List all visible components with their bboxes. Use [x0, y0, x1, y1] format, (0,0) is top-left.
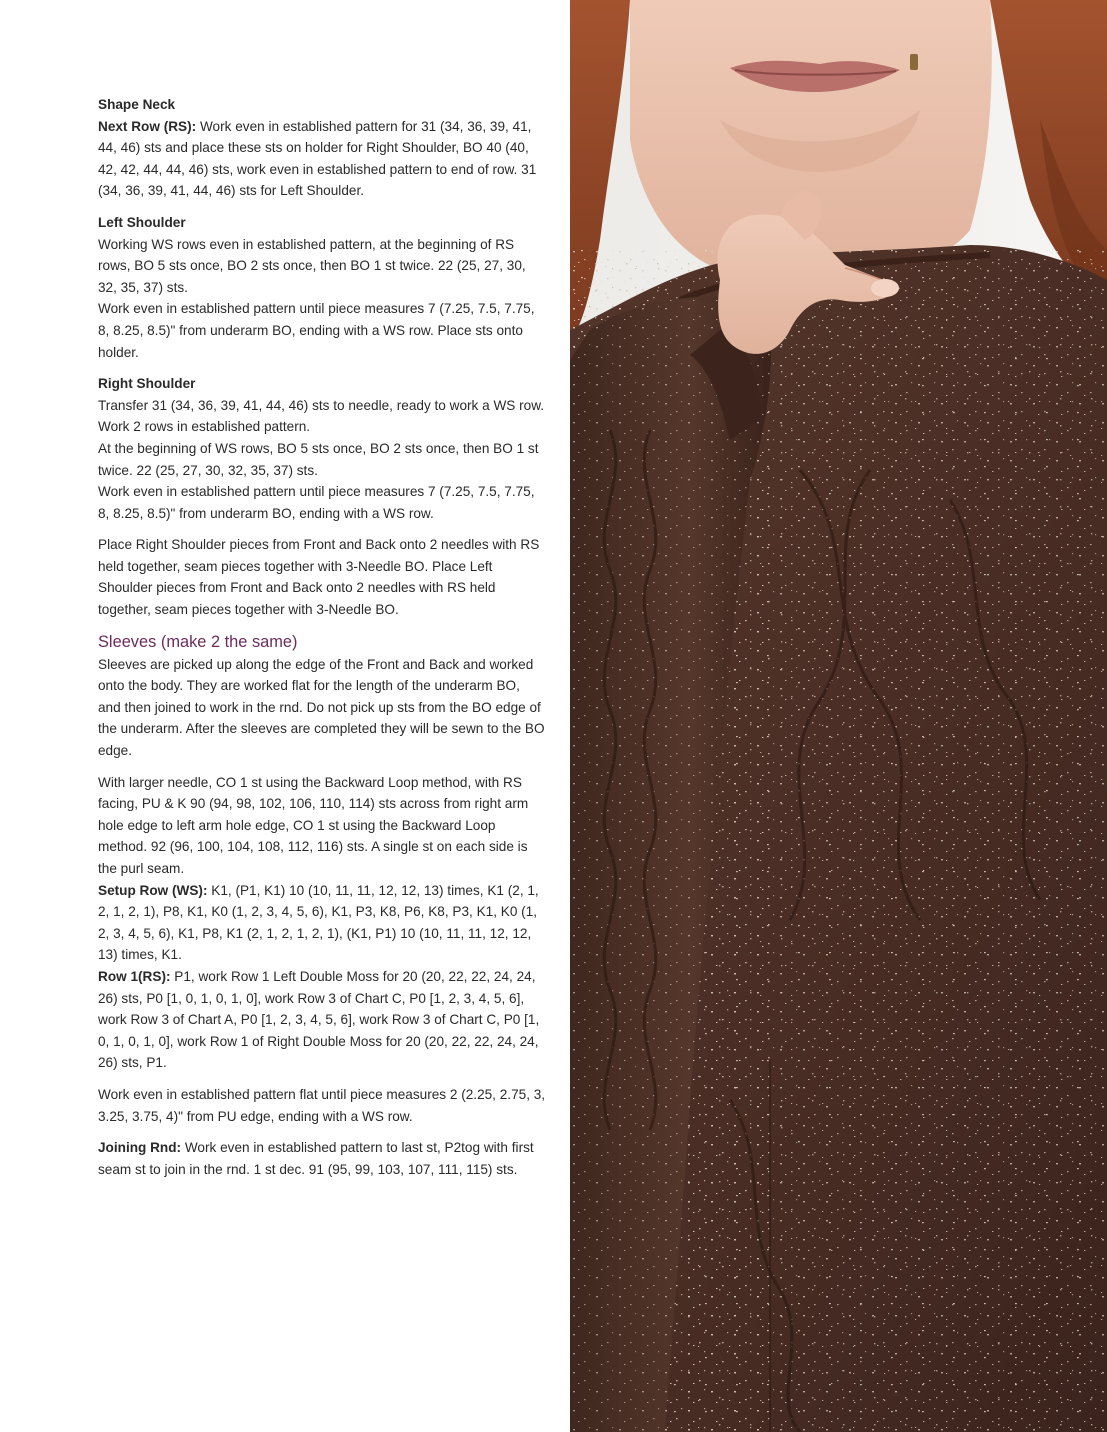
right-shoulder-p1: Transfer 31 (34, 36, 39, 41, 44, 46) sts to needle, ready to work a WS row.: [98, 397, 545, 413]
row-1: [98, 966, 546, 1074]
sleeves-intro: Sleeves are picked up along the edge of the Front and Back and worked onto the body. They are worked flat for the length of the underarm BO, and then joined to work in the rnd. Do not pick up sts from the BO edge of the underarm. After the sleeves are completed they will be sewn to the BO edge.: [98, 656, 545, 759]
sleeves-section: [98, 631, 546, 1181]
right-shoulder-p3: At the beginning of WS rows, BO 5 sts once, BO 2 sts once, then BO 1 st twice. 22 (25, 27, 30, 32, 35, 37) sts.: [98, 440, 539, 478]
sleeves-flat-text: Work even in established pattern flat until piece measures 2 (2.25, 2.75, 3, 3.25, 3.75, 4)" from PU edge, ending with a WS row.: [98, 1086, 546, 1124]
sleeves-heading: Sleeves (make 2 the same): [98, 632, 298, 651]
joining-rnd-label: Joining Rnd:: [98, 1140, 182, 1156]
right-shoulder-p2: Work 2 rows in established pattern.: [98, 419, 311, 435]
left-shoulder-section: [98, 212, 546, 363]
shape-neck-heading: Shape Neck: [98, 97, 176, 112]
left-shoulder-heading: Left Shoulder: [98, 214, 186, 230]
joining-rnd: [98, 1137, 546, 1180]
left-shoulder-p2: Work even in established pattern until piece measures 7 (7.25, 7.5, 7.75, 8, 8.25, 8.5)" from underarm BO, ending with a WS row. Place sts onto holder.: [98, 301, 535, 360]
right-shoulder-heading: Right Shoulder: [98, 376, 196, 392]
sleeves-co-text: With larger needle, CO 1 st using the Backward Loop method, with RS facing, PU & K 90 (94, 98, 102, 106, 110, 114) sts across from right arm hole edge to left arm hole edge, CO 1 st using the Backward Loop method. 92 (96, 100, 104, 108, 112, 116) sts. A single st on each side is the purl seam.: [98, 774, 529, 876]
right-shoulder-p4: Work even in established pattern until piece measures 7 (7.25, 7.5, 7.75, 8, 8.25, 8.5)" from underarm BO, ending with a WS row.: [98, 484, 535, 521]
setup-row-label: Setup Row (WS):: [98, 882, 208, 898]
shape-neck-next-row: [98, 116, 546, 202]
shape-neck-section: [98, 94, 546, 202]
next-row-label: Next Row (RS):: [98, 118, 197, 134]
left-shoulder-p1: Working WS rows even in established pattern, at the beginning of RS rows, BO 5 sts once, BO 2 sts once, then BO 1 st twice. 22 (25, 27, 30, 32, 35, 37) sts.: [98, 236, 526, 295]
row-1-label: Row 1(RS):: [98, 968, 171, 984]
pattern-text-column: [98, 94, 546, 1190]
right-shoulder-section: [98, 373, 546, 524]
setup-row: [98, 880, 546, 966]
next-row-text: Work even in established pattern for 31 (34, 36, 39, 41, 44, 46) sts and place these sts on holder for Right Shoulder, BO 40 (40, 42, 42, 44, 44, 46) sts, work even in established pattern to end of row. 31 (34, 36, 39, 41, 44, 46) sts for Left Shoulder.: [98, 118, 537, 199]
joining-rnd-text: Work even in established pattern to last st, P2tog with first seam st to join in the rnd. 1 st dec. 91 (95, 99, 103, 107, 111, 115) sts.: [98, 1140, 534, 1177]
row-1-text: P1, work Row 1 Left Double Moss for 20 (20, 22, 22, 24, 24, 26) sts, P0 [1, 0, 1, 0, 1, 0], work Row 3 of Chart C, P0 [1, 2, 3, 4, 5, 6], work Row 3 of Chart A, P0 [1, 2, 3, 4, 5, 6], work Row 3 of Chart C, P0 [1, 0, 1, 0, 1, 0], work Row 1 of Right Double Moss for 20 (20, 22, 22, 24, 24, 26) sts, P1.: [98, 968, 540, 1071]
model-photo-illustration: [570, 0, 1107, 1432]
sleeves-co-block: [98, 772, 546, 1074]
model-photo: [570, 0, 1107, 1432]
setup-row-text: K1, (P1, K1) 10 (10, 11, 11, 12, 12, 13) times, K1 (2, 1, 2, 1, 2, 1), P8, K1, K0 (1, 2, 3, 4, 5, 6), K1, P3, K8, P6, K8, P3, K1, K0 (1, 2, 3, 4, 5, 6), K1, P8, K1 (2, 1, 2, 1, 2, 1), (K1, P1) 10 (10, 11, 11, 12, 12, 13) times, K1.: [98, 882, 539, 963]
seam-paragraph: Place Right Shoulder pieces from Front and Back onto 2 needles with RS held together, seam pieces together with 3-Needle BO. Place Left Shoulder pieces from Front and Back onto 2 needles with RS held together, seam pieces together with 3-Needle BO.: [98, 537, 540, 618]
